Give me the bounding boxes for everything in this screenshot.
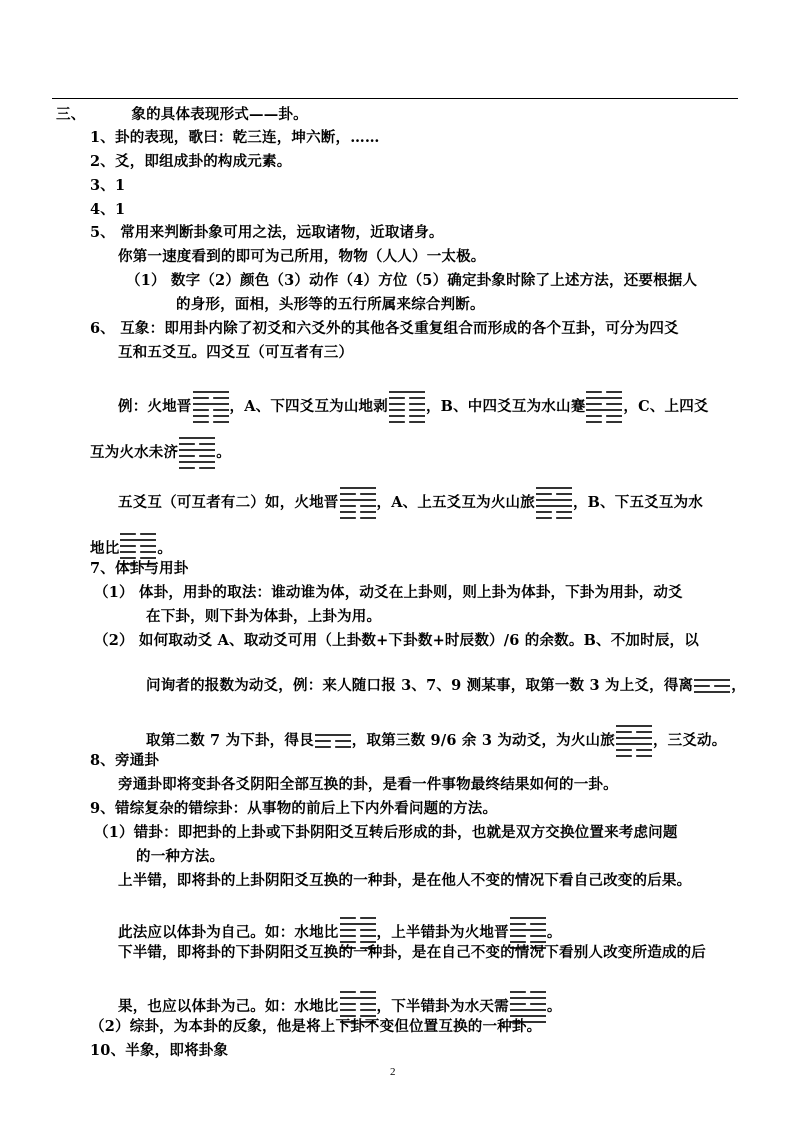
text-line: 5、 常用来判断卦象可用之法，远取诸物，近取诸身。 <box>90 224 444 241</box>
text-line: 互和五爻互。四爻互（可互者有三） <box>118 344 354 361</box>
hexagram-jian-icon <box>586 388 622 426</box>
text-line: 你第一速度看到的即可为己所用，物物（人人）一太极。 <box>118 248 486 265</box>
text-line: 问询者的报数为动爻，例：来人随口报 3、7、9 测某事，取第一数 3 为上爻，得离 ， <box>146 677 746 694</box>
text-line: 8、旁通卦 <box>90 752 160 769</box>
text-line: 的一种方法。 <box>136 848 225 865</box>
text-line: 10、半象，即将卦象 <box>90 1042 229 1059</box>
hexagram-lv-icon <box>616 722 652 760</box>
text-line: 上半错，即将卦的上卦阴阳爻互换的一种卦，是在他人不变的情况下看自己改变的后果。 <box>118 872 692 889</box>
hexagram-lv-icon <box>536 484 572 522</box>
text-line: 下半错，即将卦的下卦阴阳爻互换的一种卦，是在自己不变的情况下看别人改变所造成的后 <box>118 944 706 961</box>
text-line: 果，也应以体卦为己。如：水地比 ，下半错卦为水天需 。 <box>118 988 562 1026</box>
text-line: 旁通卦即将变卦各爻阴阳全部互换的卦，是看一件事物最终结果如何的一卦。 <box>118 776 618 793</box>
trigram-li-icon <box>694 676 730 696</box>
text-line: 6、 互象：即用卦内除了初爻和六爻外的其他各爻重复组合而形成的各个互卦，可分为四爻 <box>90 320 679 337</box>
text-line: （1） 体卦，用卦的取法：谁动谁为体，动爻在上卦则，则上卦为体卦，下卦为用卦，动爻 <box>94 584 683 601</box>
header-rule <box>52 98 738 99</box>
hexagram-bo-icon <box>389 388 425 426</box>
text-line: 7、体卦与用卦 <box>90 560 189 577</box>
text-line: 9、错综复杂的错综卦：从事物的前后上下内外看问题的方法。 <box>90 800 498 817</box>
page-number: 2 <box>390 1066 396 1078</box>
text-line: 的身形，面相，头形等的五行所属来综合判断。 <box>176 296 485 313</box>
text-line: 互为火水未济 。 <box>90 434 231 472</box>
text-line: （2）综卦，为本卦的反象，他是将上下卦不变但位置互换的一种卦。 <box>90 1018 542 1035</box>
hexagram-jin-icon <box>193 388 229 426</box>
text-line: 4、1 <box>90 201 126 218</box>
hexagram-weiji-icon <box>179 434 215 472</box>
text-line: （1） 数字（2）颜色（3）动作（4）方位（5）确定卦象时除了上述方法，还要根据人 <box>126 272 698 289</box>
text-line: 2、爻，即组成卦的构成元素。 <box>90 153 292 170</box>
section-heading: 三、 象的具体表现形式——卦。 <box>56 106 308 123</box>
text-line: 例：火地晋 ，A、下四爻互为山地剥 ，B、中四爻互为水山蹇 ，C、上四爻 <box>118 388 709 426</box>
text-line: （1）错卦：即把卦的上卦或下卦阴阳爻互转后形成的卦，也就是双方交换位置来考虑问题 <box>94 824 678 841</box>
text-line: 在下卦，则下卦为体卦，上卦为用。 <box>146 608 382 625</box>
text-line: （2） 如何取动爻 A、取动爻可用（上卦数+下卦数+时辰数）/6 的余数。B、不加时辰，以 <box>94 632 699 649</box>
text-line: 此法应以体卦为自己。如：水地比 ，上半错卦为火地晋 。 <box>118 914 562 952</box>
text-line: 五爻互（可互者有二）如，火地晋 ，A、上五爻互为火山旅 ，B、下五爻互为水 <box>118 484 703 522</box>
text-line: 3、1 <box>90 177 126 194</box>
hexagram-jin-icon <box>340 484 376 522</box>
text-line: 取第二数 7 为下卦，得艮 ，取第三数 9/6 余 3 为动爻，为火山旅 ，三爻动。 <box>146 722 726 760</box>
text-line: 地比 。 <box>90 530 172 568</box>
trigram-gen-icon <box>315 731 351 751</box>
text-line: 1、卦的表现，歌曰：乾三连，坤六断，…… <box>90 129 380 146</box>
